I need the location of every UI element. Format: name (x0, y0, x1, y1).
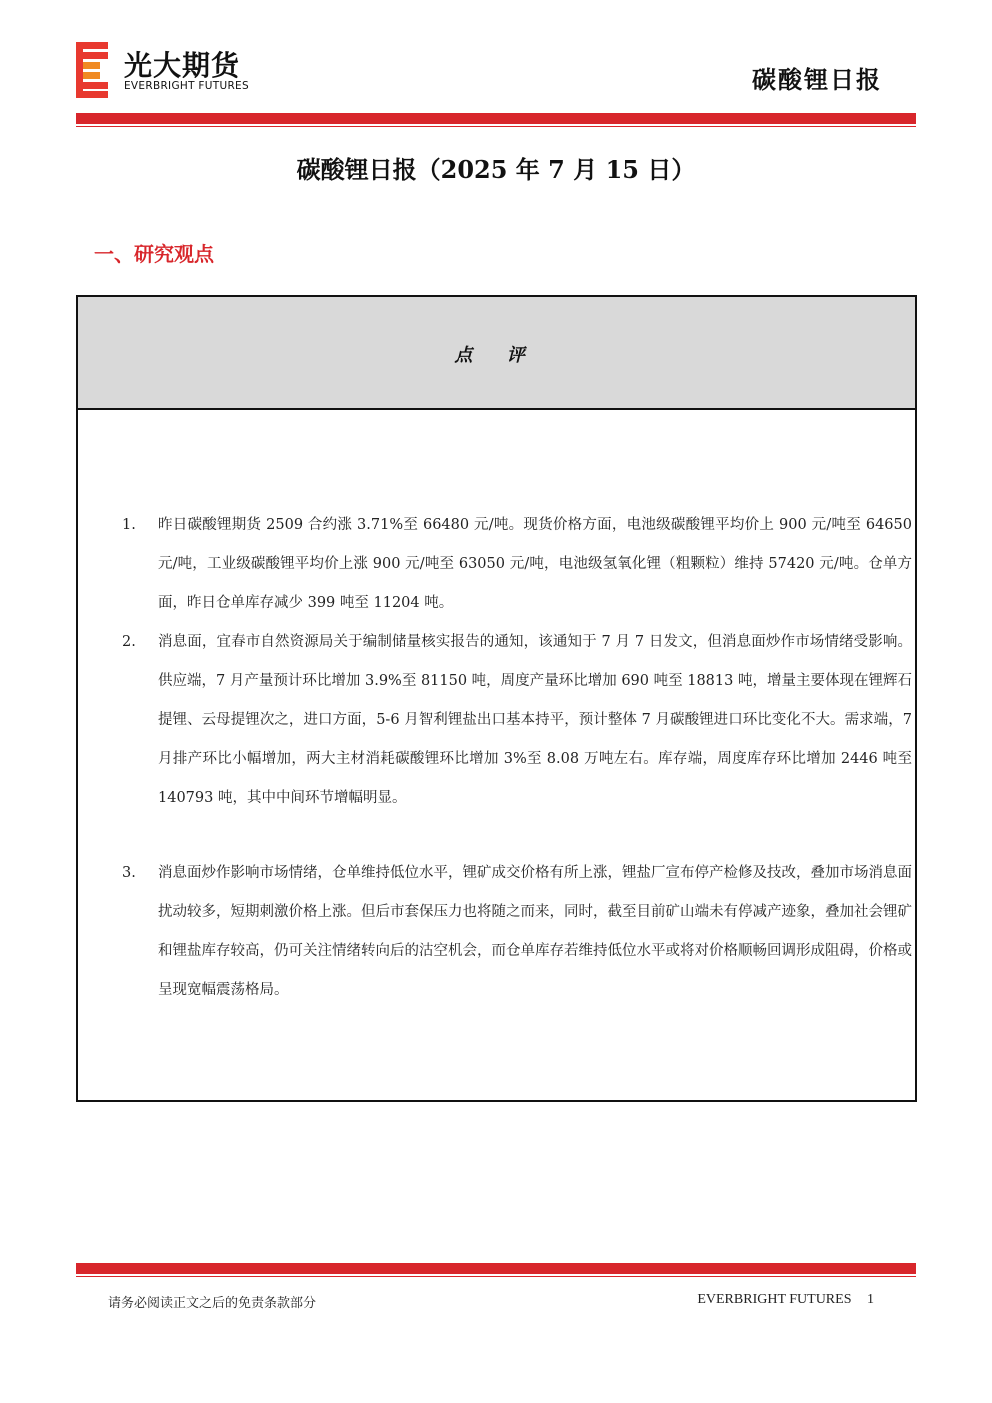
footer-divider (76, 1263, 916, 1274)
comment-table-header (78, 297, 915, 410)
list-item-number: 3. (122, 865, 136, 881)
list-item (122, 623, 912, 818)
logo-chinese-name: 光大期货 (124, 49, 241, 82)
comment-label: 点 评 (454, 345, 539, 366)
list-item-text: 消息面炒作影响市场情绪，仓单维持低位水平，锂矿成交价格有所上涨，锂盐厂宣布停产检修及技改，叠加市场消息面扰动较多，短期刺激价格上涨。但后市套保压力也将随之而来，同时，截至目前矿山端未有停减产迹象，叠加社会锂矿和锂盐库存较高，仍可关注情绪转向后的沽空机会，而仓单库存若维持低位水平或将对价格顺畅回调形成阻碍，价格或呈现宽幅震荡格局。 (158, 865, 912, 998)
footer-brand-text: EVERBRIGHT FUTURES (697, 1292, 852, 1307)
list-item-text: 消息面，宜春市自然资源局关于编制储量核实报告的通知，该通知于 7 月 7 日发文，但消息面炒作市场情绪受影响。供应端，7 月产量预计环比增加 3.9%至 81150 吨，周度产量环比增加 690 吨至 18813 吨，增量主要体现在锂辉石提锂、云母提锂次之，进口方面，5-6 月智利锂盐出口基本持平，预计整体 7 月碳酸锂进口环比变化不大。需求端，7 月排产环比小幅增加，两大主材消耗碳酸锂环比增加 3%至 8.08 万吨左右。库存端，周度库存环比增加 2446 吨至 140793 吨，其中中间环节增幅明显。 (158, 634, 912, 806)
list-item (122, 506, 912, 623)
logo-english-name: EVERBRIGHT FUTURES (124, 80, 249, 92)
header-divider (76, 113, 916, 124)
section-heading: 一、研究观点 (94, 242, 214, 266)
list-item-number: 2. (122, 634, 136, 650)
list-item (122, 854, 912, 1010)
list-item-number: 1. (122, 517, 136, 533)
footer-brand (697, 1292, 874, 1308)
document-title: 碳酸锂日报（2025 年 7 月 15 日） (296, 155, 696, 184)
header-report-title: 碳酸锂日报 (752, 66, 882, 94)
everbright-logo-icon (76, 42, 108, 98)
company-logo (76, 42, 306, 98)
comment-table (76, 295, 917, 1102)
list-item-text: 昨日碳酸锂期货 2509 合约涨 3.71%至 66480 元/吨。现货价格方面，电池级碳酸锂平均价上 900 元/吨至 64650 元/吨，工业级碳酸锂平均价上涨 900 元/吨至 63050 元/吨，电池级氢氧化锂（粗颗粒）维持 57420 元/吨。仓单方面，昨日仓单库存减少 399 吨至 11204 吨。 (158, 517, 912, 611)
page-number: 1 (867, 1292, 874, 1307)
footer-disclaimer: 请务必阅读正文之后的免责条款部分 (108, 1296, 317, 1311)
